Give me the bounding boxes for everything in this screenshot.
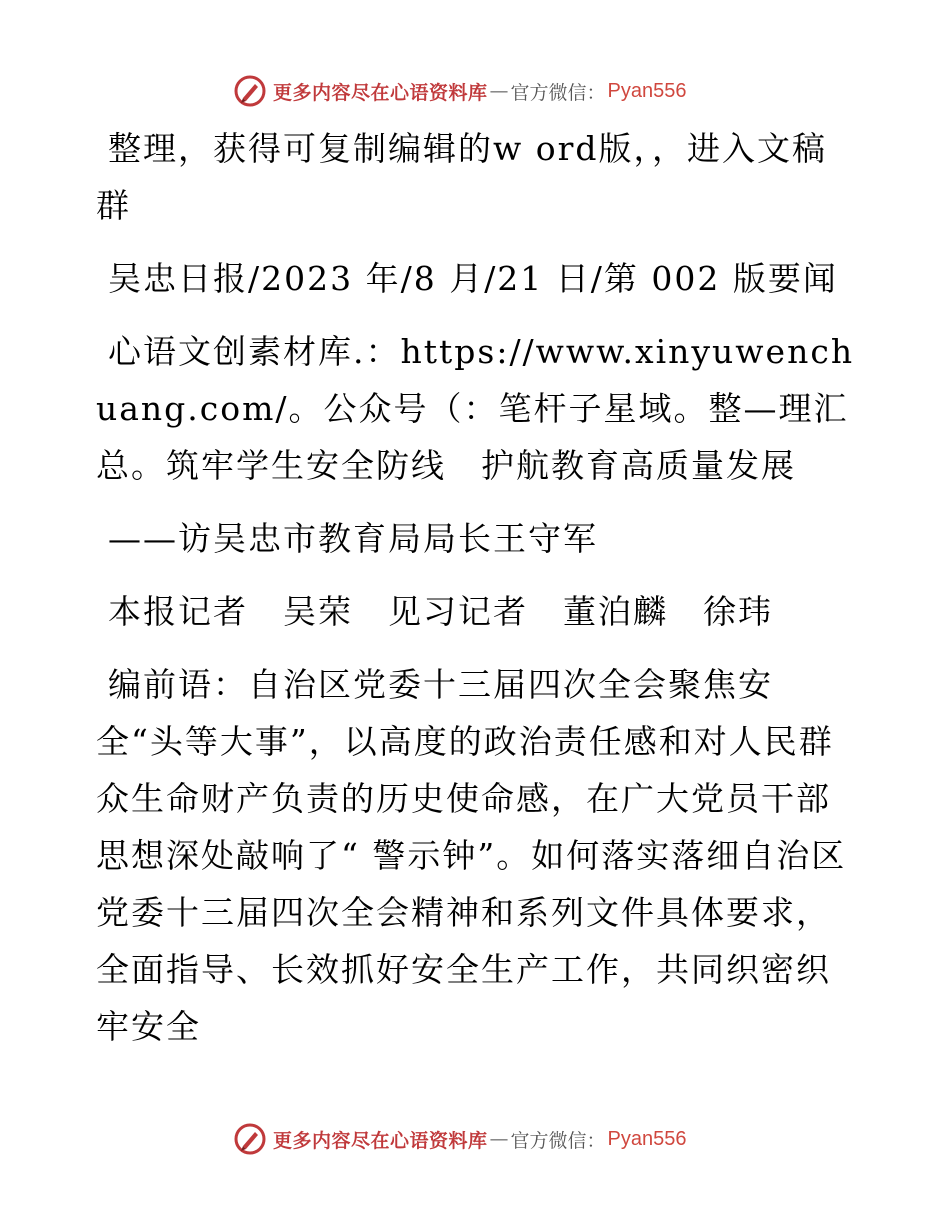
paragraph-intro: 整理，获得可复制编辑的w ord版，，进入文稿群 xyxy=(96,129,828,225)
watermark-wechat-id: Pyan556 xyxy=(607,1127,687,1150)
watermark-dash: — xyxy=(489,1128,509,1150)
paragraph-editor-note: 编前语：自治区党委十三届四次全会聚焦安全“头等大事”，以高度的政治责任感和对人民群众生命财产负责的历史使命感，在广大党员干部思想深处敲响了“ 警示钟”。如何落实落细自治区党委十三届四次全会精神和系列文件具体要求，全面指导、长效抓好安全生产工作，共同织密织牢安全 xyxy=(96,665,847,1046)
pen-seal-logo-icon xyxy=(233,1122,267,1156)
paragraph-source: 吴忠日报/2023 年/8 月/21 日/第 002 版要闻 xyxy=(108,259,838,298)
watermark-main-text: 更多内容尽在心语资料库 xyxy=(273,81,488,104)
paragraph-title: 心语文创素材库.：https://www.xinyuwenchuang.com/。公众号（：笔杆子星域。整—理汇总。筑牢学生安全防线 护航教育高质量发展 xyxy=(96,332,855,485)
header-watermark xyxy=(233,73,687,109)
watermark-sub-text: 官方微信： xyxy=(510,81,606,104)
paragraph-byline: 本报记者 吴荣 见习记者 董泊麟 徐玮 xyxy=(108,592,773,631)
watermark-dash: — xyxy=(489,80,509,102)
watermark-sub-text: 官方微信： xyxy=(510,1129,606,1152)
document-body xyxy=(96,120,856,1071)
pen-seal-logo-icon xyxy=(233,74,267,108)
watermark-main-text: 更多内容尽在心语资料库 xyxy=(273,1129,488,1152)
watermark-wechat-id: Pyan556 xyxy=(607,79,687,102)
paragraph-subtitle: ——访吴忠市教育局局长王守军 xyxy=(108,519,598,558)
footer-watermark xyxy=(233,1121,687,1157)
